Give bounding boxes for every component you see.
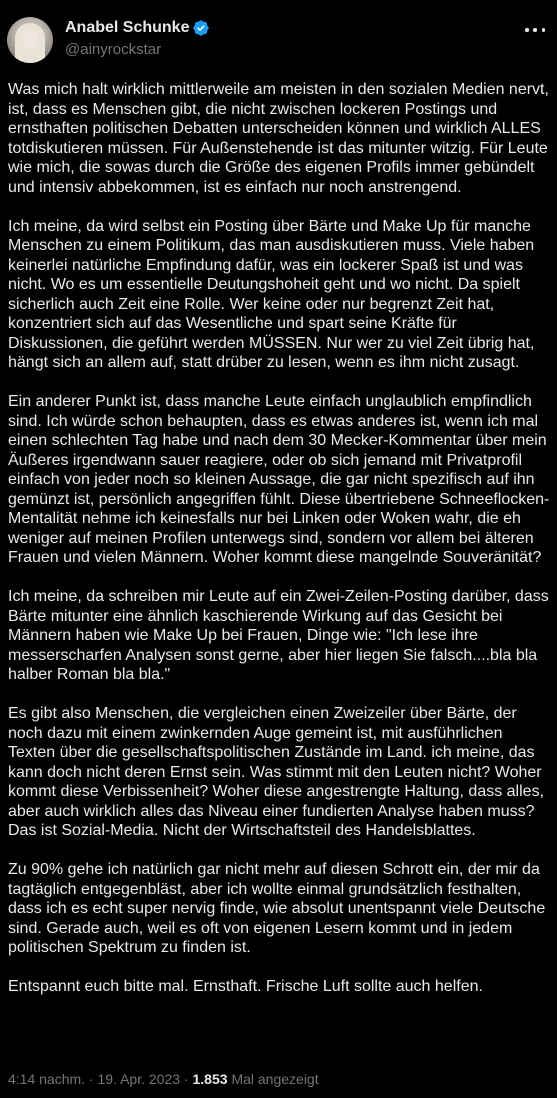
tweet-text: [8, 80, 550, 1016]
more-dot: [542, 28, 546, 32]
views-label: Mal angezeigt: [231, 1071, 319, 1087]
more-dot: [525, 28, 529, 32]
tweet-date[interactable]: 19. Apr. 2023: [97, 1071, 181, 1087]
author-handle[interactable]: @ainyrockstar: [65, 41, 162, 58]
tweet-paragraph: Ich meine, da schreiben mir Leute auf ein Zwei-Zeilen-Posting darüber, dass Bärte mitunter eine ähnlich kaschierende Wirkung auf das Gesicht bei Männern haben wie Make Up bei Frauen, Dinge wie: "Ich lese ihre messerscharfen Analysen sonst gerne, aber hier liegen Sie falsch....bla bla halber Roman bla bla.": [8, 588, 549, 683]
author-display-name[interactable]: Anabel Schunke: [65, 19, 190, 36]
tweet-paragraph: Ich meine, da wird selbst ein Posting über Bärte und Make Up für manche Menschen zu einem Politikum, das man ausdiskutieren muss. Viele haben keinerlei natürliche Empfindung dafür, was ein lockerer Spaß ist und was nicht. Wo es um essentielle Deutungshoheit geht und wo nicht. Da spielt sicherlich auch Zeit eine Rolle. Wer keine oder nur begrenzt Zeit hat, konzentriert sich auf das Wesentliche und spart seine Kräfte für Diskussionen, die geführt werden MÜSSEN. Nur wer zu viel Zeit übrig hat, hängt sich an allem auf, statt drüber zu lesen, wenn es ihm nicht zusagt.: [8, 217, 535, 371]
author-name-row: [65, 19, 210, 37]
tweet-paragraph: Zu 90% gehe ich natürlich gar nicht mehr auf diesen Schrott ein, der mir da tagtäglich entgegenbläst, aber ich wollte einmal grundsätzlich festhalten, dass ich es echt super nervig finde, wie absolut unentspannt viele Deutsche sind. Gerade auch, weil es oft von eigenen Lesern kommt und in jedem politischen Spektrum zu finden ist.: [8, 861, 546, 956]
tweet-time[interactable]: 4:14 nachm.: [8, 1071, 86, 1087]
avatar-face: [22, 29, 38, 49]
meta-separator: ·: [180, 1071, 193, 1087]
views-count: 1.853: [192, 1071, 228, 1087]
tweet-paragraph: Ein anderer Punkt ist, dass manche Leute einfach unglaublich empfindlich sind. Ich würde schon behaupten, dass es etwas anderes ist, wenn ich mal einen schlechten Tag habe und nach dem 30 Mecker-Kommentar über mein Äußeres irgendwann sauer reagiere, oder ob sich jemand mit Privatprofil einfach von jeder noch so kleinen Aussage, die gar nicht spezifisch auf ihn gemünzt ist, persönlich angegriffen fühlt. Diese übertriebene Schneeflocken-Mentalität nehme ich keinesfalls nur bei Linken oder Woken wahr, die eh weniger auf meinen Profilen unterwegs sind, sondern vor allem bei älteren Frauen und vielen Männern. Woher kommt diese mangelnde Souveränität?: [8, 393, 550, 566]
tweet-paragraph: Es gibt also Menschen, die vergleichen einen Zweizeiler über Bärte, der noch dazu mit einem zwinkernden Auge gemeint ist, mit ausführlichen Texten über die gesellschaftspolitischen Zustände im Land. ich meine, das kann doch nicht deren Ernst sein. Was stimmt mit den Leuten nicht? Woher kommt diese Verbissenheit? Woher diese angestrengte Haltung, dass alles, aber auch wirklich alles das Niveau einer fundierten Analyse haben muss? Das ist Sozial-Media. Nicht der Wirtschaftsteil des Handelsblattes.: [8, 705, 545, 839]
tweet-header: [0, 0, 557, 84]
meta-separator: ·: [85, 1071, 98, 1087]
tweet-paragraph: Was mich halt wirklich mittlerweile am meisten in den sozialen Medien nervt, ist, dass es Menschen gibt, die nicht zwischen lockeren Postings und ernsthaften politischen Debatten unterscheiden können und wirklich ALLES totdiskutieren müssen. Für Außenstehende ist das mitunter witzig. Für Leute wie mich, die sowas durch die Größe des eigenen Profils immer gebündelt und intensiv abbekommen, ist es einfach nur noch anstrengend.: [8, 81, 549, 196]
tweet-meta: [8, 1071, 319, 1087]
tweet-paragraph: Entspannt euch bitte mal. Ernsthaft. Frische Luft sollte auch helfen.: [8, 978, 483, 995]
verified-badge-icon: [192, 19, 210, 37]
avatar[interactable]: [7, 17, 53, 63]
more-dot: [533, 28, 537, 32]
more-options-icon[interactable]: [525, 20, 545, 40]
